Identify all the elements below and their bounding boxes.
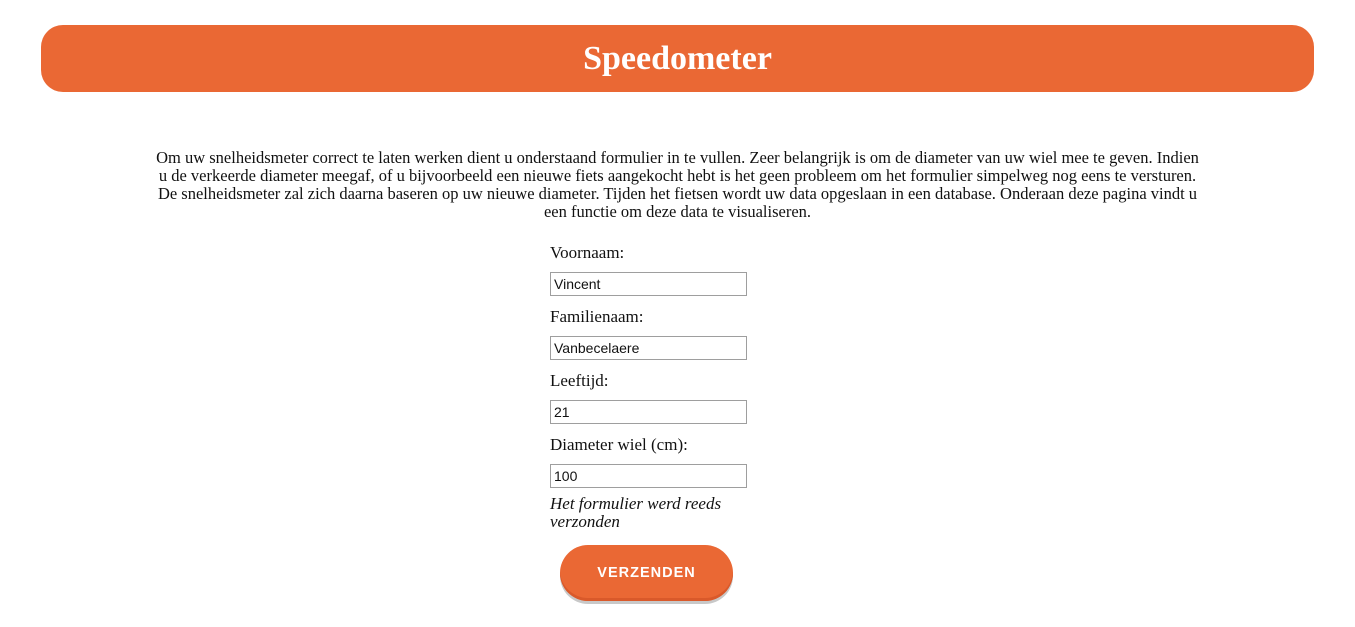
diameter-input[interactable] bbox=[550, 464, 747, 488]
submit-button[interactable]: VERZENDEN bbox=[560, 545, 733, 601]
last-name-input[interactable] bbox=[550, 336, 747, 360]
page-title: Speedometer bbox=[583, 39, 772, 77]
age-label: Leeftijd: bbox=[550, 371, 609, 390]
form-status-message: Het formulier werd reeds verzonden bbox=[550, 494, 722, 531]
intro-text: Om uw snelheidsmeter correct te laten werken dient u onderstaand formulier in te vullen. Zeer belangrijk is om de diameter van uw wiel mee te geven. Indien u de verkeerde diameter meegaf, of u bijvoorbeeld een nieuwe fiets aangekocht hebt is het geen probleem om het formulier simpelweg nog eens te versturen. De snelheidsmeter zal zich daarna baseren op uw nieuwe diameter. Tijden het fietsen wordt uw data opgeslaan in een database. Onderaan deze pagina vindt u een functie om deze data te visualiseren. bbox=[156, 148, 1199, 221]
page-header bbox=[41, 25, 1314, 92]
profile-form bbox=[550, 243, 750, 531]
age-input[interactable] bbox=[550, 400, 747, 424]
diameter-label: Diameter wiel (cm): bbox=[550, 435, 688, 454]
last-name-label: Familienaam: bbox=[550, 307, 644, 326]
first-name-input[interactable] bbox=[550, 272, 747, 296]
first-name-label: Voornaam: bbox=[550, 243, 625, 262]
